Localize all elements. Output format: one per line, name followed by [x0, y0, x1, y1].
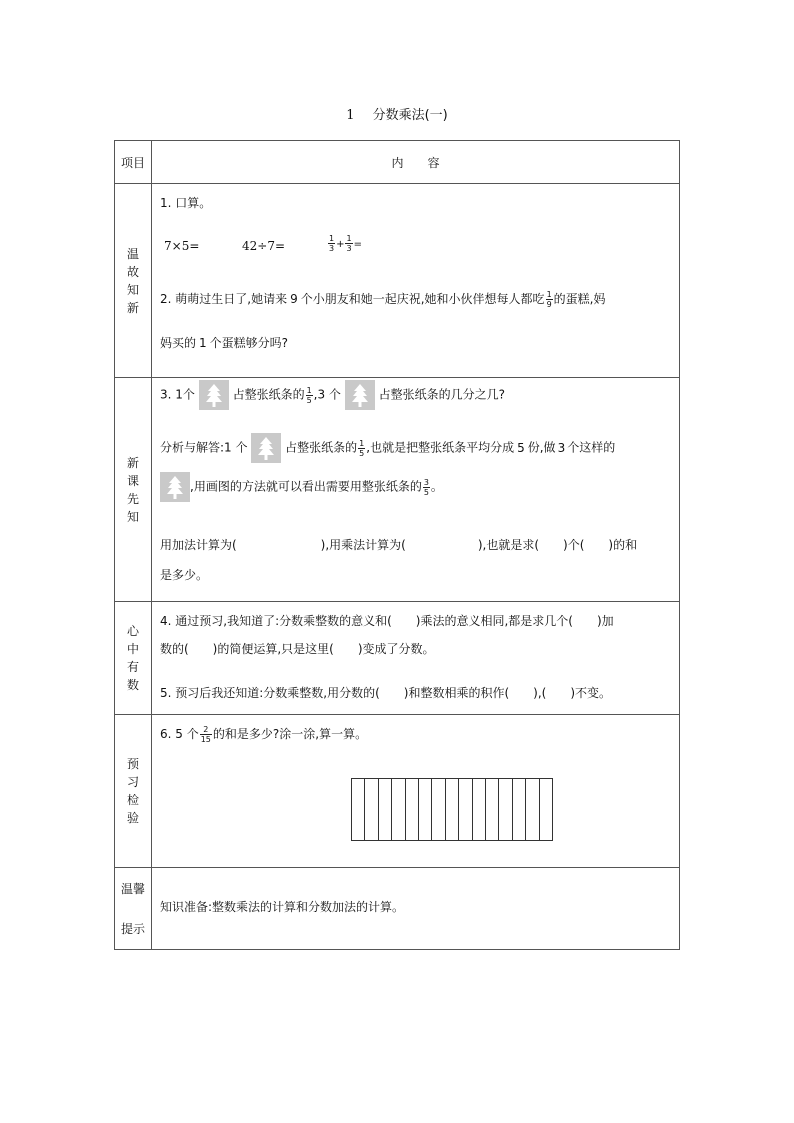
section5-content	[152, 868, 680, 950]
text: 占整张纸条的	[232, 387, 305, 402]
tree-icon	[251, 433, 281, 463]
tree-icon	[345, 380, 375, 410]
text: 妈买的	[160, 336, 197, 350]
label-char: 数	[126, 678, 139, 692]
text: 个这样的	[567, 440, 616, 455]
expr-a: 7×5=	[164, 239, 200, 253]
expr-c	[327, 234, 362, 253]
strip-cell[interactable]	[432, 779, 445, 840]
text: 。	[430, 479, 443, 494]
number: 3	[557, 440, 566, 455]
strip-cell[interactable]	[459, 779, 472, 840]
fraction	[546, 290, 553, 309]
label-char: 新	[126, 455, 139, 470]
fraction	[306, 386, 313, 405]
question-4-line1: 4. 通过预习,我知道了:分数乘整数的意义和( )乘法的意义相同,都是求几个( )加	[160, 614, 614, 628]
text: ,也就是把整张纸条平均分成	[366, 440, 515, 455]
label-char: 知	[126, 509, 139, 524]
denominator: 15	[200, 735, 211, 744]
label-line: 温馨	[120, 881, 145, 896]
label-char: 温	[126, 246, 139, 261]
numerator: 1	[329, 234, 335, 243]
text: 份,做	[527, 440, 556, 455]
calc-line2: 是多少。	[160, 568, 209, 582]
question-2	[160, 290, 605, 309]
label-char: 故	[126, 264, 139, 279]
strip-cell[interactable]	[526, 779, 539, 840]
text: 6. 5 个	[160, 727, 199, 741]
number: 5	[517, 440, 525, 455]
denominator: 5	[359, 448, 365, 458]
section4-label	[115, 715, 152, 868]
expr-b: 42÷7=	[242, 239, 286, 253]
strip-cell[interactable]	[473, 779, 486, 840]
label-char: 习	[126, 775, 139, 789]
label-char: 检	[126, 793, 139, 807]
strip-cell[interactable]	[486, 779, 499, 840]
text: 占整张纸条的	[285, 440, 358, 455]
label-char: 验	[126, 811, 139, 825]
label-char: 新	[126, 300, 139, 315]
label-char: 中	[126, 642, 139, 656]
text: 的蛋糕,妈	[553, 292, 606, 306]
plus: +	[336, 239, 345, 250]
strip-cell[interactable]	[446, 779, 459, 840]
text: 占整张纸条的几分之几?	[378, 387, 505, 402]
denominator: 5	[423, 487, 429, 497]
equals: =	[353, 239, 362, 250]
analysis-line1	[160, 433, 615, 463]
question-3	[160, 380, 505, 410]
denominator: 3	[329, 244, 335, 253]
numerator: 1	[346, 234, 352, 243]
tree-icon	[199, 380, 229, 410]
text: 2. 萌萌过生日了,她请来	[160, 292, 288, 306]
fraction	[358, 439, 365, 458]
label-line: 提示	[120, 921, 145, 936]
numerator: 1	[306, 385, 312, 395]
header-col2: 内 容	[152, 141, 680, 184]
denominator: 3	[346, 244, 352, 253]
numerator: 1	[359, 438, 365, 448]
strip-cell[interactable]	[379, 779, 392, 840]
fraction	[328, 234, 335, 253]
section1-label	[115, 184, 152, 378]
label-char: 课	[126, 473, 139, 488]
numerator: 3	[423, 477, 429, 487]
title-text: 分数乘法(一)	[372, 108, 448, 123]
strip-cell[interactable]	[352, 779, 365, 840]
section2-label	[115, 378, 152, 602]
section4-content	[152, 715, 680, 868]
strip-cell[interactable]	[499, 779, 512, 840]
text: ,用画图的方法就可以看出需要用整张纸条的	[190, 479, 422, 494]
fraction	[345, 234, 352, 253]
denominator: 9	[546, 300, 552, 309]
section2-content	[152, 378, 680, 602]
text: 3. 1个	[160, 387, 195, 402]
numerator: 2	[200, 725, 212, 735]
strip-cell[interactable]	[513, 779, 526, 840]
fraction	[423, 478, 430, 497]
page-title	[0, 104, 794, 123]
text: ,3 个	[313, 387, 341, 402]
tip-text: 知识准备:整数乘法的计算和分数加法的计算。	[160, 900, 405, 914]
worksheet-table	[114, 140, 680, 950]
fraction	[200, 725, 212, 744]
tree-icon	[160, 472, 190, 502]
numerator: 1	[546, 290, 552, 299]
label-char: 心	[126, 624, 139, 638]
question-5: 5. 预习后我还知道:分数乘整数,用分数的( )和整数相乘的积作( ),( )不变。	[160, 686, 612, 700]
calc-line: 用加法计算为( ),用乘法计算为( ),也就是求( )个( )的和	[160, 538, 638, 552]
strip-cell[interactable]	[392, 779, 405, 840]
strip-cell[interactable]	[365, 779, 378, 840]
header-col1: 项目	[115, 141, 152, 184]
strip-cell[interactable]	[419, 779, 432, 840]
text: 的和是多少?涂一涂,算一算。	[212, 727, 368, 741]
denominator: 5	[306, 395, 312, 405]
label-char: 预	[126, 757, 139, 771]
text: 分析与解答:1 个	[160, 440, 248, 455]
title-number: 1	[346, 108, 355, 123]
analysis-line2	[160, 472, 443, 502]
question-6	[160, 725, 367, 744]
section3-label	[115, 602, 152, 715]
section5-label	[115, 868, 152, 950]
text: 个小朋友和她一起庆祝,她和小伙伴想每人都吃	[300, 292, 545, 306]
section1-content	[152, 184, 680, 378]
section3-content	[152, 602, 680, 715]
question-4-line2: 数的( )的简便运算,只是这里( )变成了分数。	[160, 642, 435, 656]
text: 个蛋糕够分吗?	[209, 336, 289, 350]
label-char: 有	[126, 660, 139, 674]
question-1: 1. 口算。	[160, 196, 212, 210]
label-char: 知	[126, 282, 139, 297]
number: 1	[199, 336, 207, 350]
label-char: 先	[126, 491, 139, 506]
strip-cell[interactable]	[540, 779, 552, 840]
strip-cell[interactable]	[406, 779, 419, 840]
question-2-line2	[160, 334, 288, 351]
number: 9	[290, 292, 298, 306]
coloring-strip[interactable]	[351, 778, 553, 841]
